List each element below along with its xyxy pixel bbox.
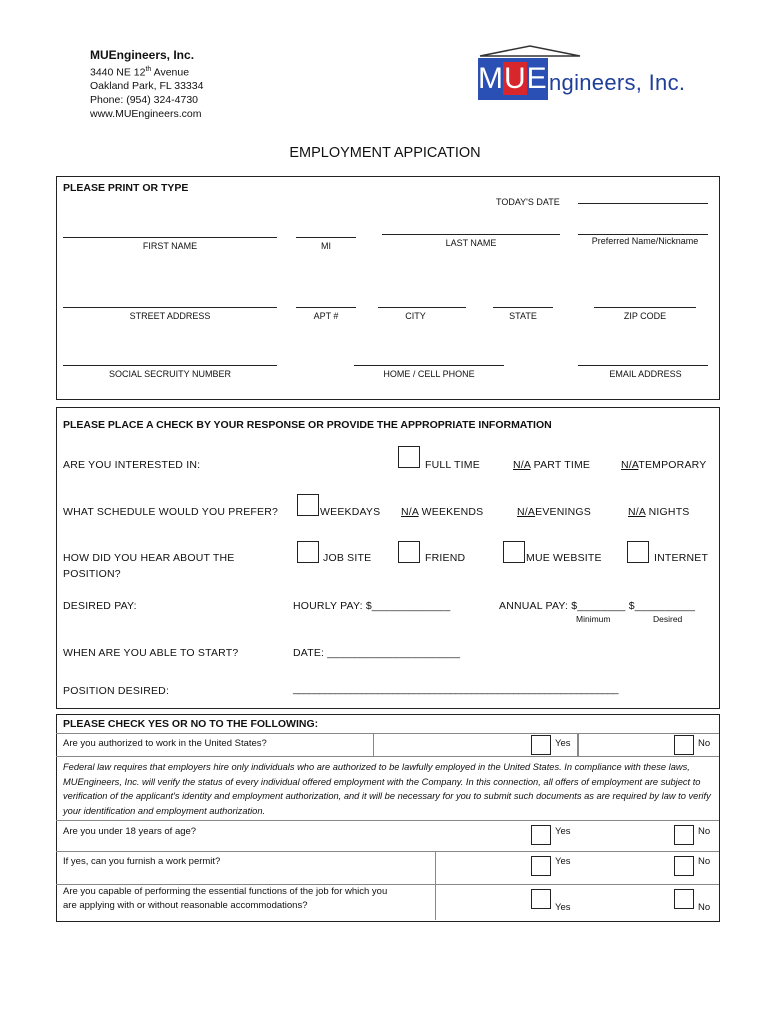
annual-pay-field[interactable]: ANNUAL PAY: $________ $__________ [499, 600, 696, 612]
street-field[interactable] [63, 307, 277, 308]
job-site-checkbox[interactable] [297, 541, 319, 563]
logo-text-rest: ngineers, Inc. [549, 70, 686, 95]
mue-website-label: MUE WEBSITE [526, 552, 602, 564]
mi-field[interactable] [296, 237, 356, 238]
table-divider [56, 884, 719, 885]
company-logo [470, 44, 700, 106]
section1-heading: PLEASE PRINT OR TYPE [63, 182, 189, 194]
last-name-field[interactable] [382, 234, 560, 235]
capable-no-label: No [698, 902, 711, 913]
ssn-label: SOCIAL SECRUITY NUMBER [108, 369, 232, 379]
desired-label: Desired [653, 614, 683, 624]
authorized-no-checkbox[interactable] [674, 735, 694, 755]
email-field[interactable] [578, 365, 708, 366]
zip-label: ZIP CODE [623, 311, 667, 321]
table-divider [435, 884, 436, 920]
authorized-question: Are you authorized to work in the United States? [63, 738, 267, 749]
weekdays-checkbox[interactable] [297, 494, 319, 516]
hourly-pay-field[interactable]: HOURLY PAY: $_____________ [293, 600, 451, 612]
capable-no-checkbox[interactable] [674, 889, 694, 909]
city-field[interactable] [378, 307, 466, 308]
apt-field[interactable] [296, 307, 356, 308]
under18-no-checkbox[interactable] [674, 825, 694, 845]
capable-question-line2: are applying with or without reasonable accommodations? [63, 900, 308, 911]
hear-label-line2: POSITION? [63, 568, 121, 580]
minimum-label: Minimum [576, 614, 611, 624]
position-desired-field[interactable]: ______________________________________________________________ [293, 683, 618, 695]
desired-pay-label: DESIRED PAY: [63, 600, 137, 612]
schedule-label: WHAT SCHEDULE WOULD YOU PREFER? [63, 506, 279, 518]
capable-question-line1: Are you capable of performing the essential functions of the job for which you [63, 886, 388, 897]
work-permit-question: If yes, can you furnish a work permit? [63, 856, 221, 867]
capable-yes-label: Yes [555, 902, 571, 913]
table-divider [56, 820, 719, 821]
interested-label: ARE YOU INTERESTED IN: [63, 459, 201, 471]
federal-law-notice: Federal law requires that employers hire only individuals who are authorized to be lawfully employed in the United States. In compliance with these laws, MUEngineers, Inc. will verify the status of every individual offered employment with the Company. In this connection, all offers of employment are subject to verification of the applicant's identity and employment authorization, and it will be necessary for you to submit such documents as are required by law to verify your identification and employment authorization. [63, 762, 711, 816]
apt-label: APT # [313, 311, 339, 321]
job-site-label: JOB SITE [323, 552, 372, 564]
table-divider [578, 734, 579, 756]
mue-website-checkbox[interactable] [503, 541, 525, 563]
section2-heading: PLEASE PLACE A CHECK BY YOUR RESPONSE OR PROVIDE THE APPROPRIATE INFORMATION [63, 419, 552, 431]
zip-field[interactable] [594, 307, 696, 308]
work-permit-no-label: No [698, 856, 711, 867]
state-field[interactable] [493, 307, 553, 308]
table-divider [435, 851, 436, 884]
company-address-line2: Oakland Park, FL 33334 [90, 80, 204, 92]
work-permit-yes-checkbox[interactable] [531, 856, 551, 876]
full-time-label: FULL TIME [425, 459, 480, 471]
part-time-option[interactable]: N/A PART TIME [513, 459, 591, 471]
mi-label: MI [321, 241, 331, 251]
friend-label: FRIEND [425, 552, 466, 564]
start-label: WHEN ARE YOU ABLE TO START? [63, 647, 239, 659]
ssn-field[interactable] [63, 365, 277, 366]
authorized-yes-label: Yes [555, 738, 571, 749]
position-desired-label: POSITION DESIRED: [63, 685, 170, 697]
internet-checkbox[interactable] [627, 541, 649, 563]
under18-yes-checkbox[interactable] [531, 825, 551, 845]
under18-yes-label: Yes [555, 826, 571, 837]
authorized-no-label: No [698, 738, 711, 749]
internet-label: INTERNET [654, 552, 709, 564]
work-permit-yes-label: Yes [555, 856, 571, 867]
authorized-yes-checkbox[interactable] [531, 735, 551, 755]
weekends-option[interactable]: N/A WEEKENDS [401, 506, 484, 518]
full-time-checkbox[interactable] [398, 446, 420, 468]
page-title: EMPLOYMENT APPICATION [289, 145, 481, 161]
last-name-label: LAST NAME [445, 238, 497, 248]
section3-heading: PLEASE CHECK YES OR NO TO THE FOLLOWING: [63, 718, 319, 730]
evenings-option[interactable]: N/AEVENINGS [517, 506, 591, 518]
phone-label: HOME / CELL PHONE [383, 369, 475, 379]
company-address-line1: 3440 NE 12th Avenue [90, 66, 190, 79]
preferred-name-label: Preferred Name/Nickname [591, 236, 699, 246]
temporary-option[interactable]: N/ATEMPORARY [621, 459, 707, 471]
preferred-name-field[interactable] [578, 234, 708, 235]
weekdays-label: WEEKDAYS [320, 506, 381, 518]
company-phone: Phone: (954) 324-4730 [90, 94, 198, 106]
todays-date-label: TODAY'S DATE [496, 197, 560, 207]
email-label: EMAIL ADDRESS [609, 369, 682, 379]
todays-date-field[interactable] [578, 203, 708, 204]
street-label: STREET ADDRESS [129, 311, 211, 321]
phone-field[interactable] [354, 365, 504, 366]
under18-no-label: No [698, 826, 711, 837]
personal-info-section [56, 176, 720, 400]
table-divider [56, 851, 719, 852]
company-website: www.MUEngineers.com [90, 108, 202, 120]
under18-question: Are you under 18 years of age? [63, 826, 197, 837]
start-date-field[interactable]: DATE: ______________________ [293, 647, 461, 659]
logo-text: MUE [478, 62, 547, 95]
company-name: MUEngineers, Inc. [90, 48, 195, 62]
city-label: CITY [405, 311, 426, 321]
state-label: STATE [509, 311, 537, 321]
first-name-field[interactable] [63, 237, 277, 238]
table-divider [56, 756, 719, 757]
nights-option[interactable]: N/A NIGHTS [628, 506, 690, 518]
hear-label-line1: HOW DID YOU HEAR ABOUT THE [63, 552, 235, 564]
capable-yes-checkbox[interactable] [531, 889, 551, 909]
first-name-label: FIRST NAME [142, 241, 198, 251]
work-permit-no-checkbox[interactable] [674, 856, 694, 876]
friend-checkbox[interactable] [398, 541, 420, 563]
